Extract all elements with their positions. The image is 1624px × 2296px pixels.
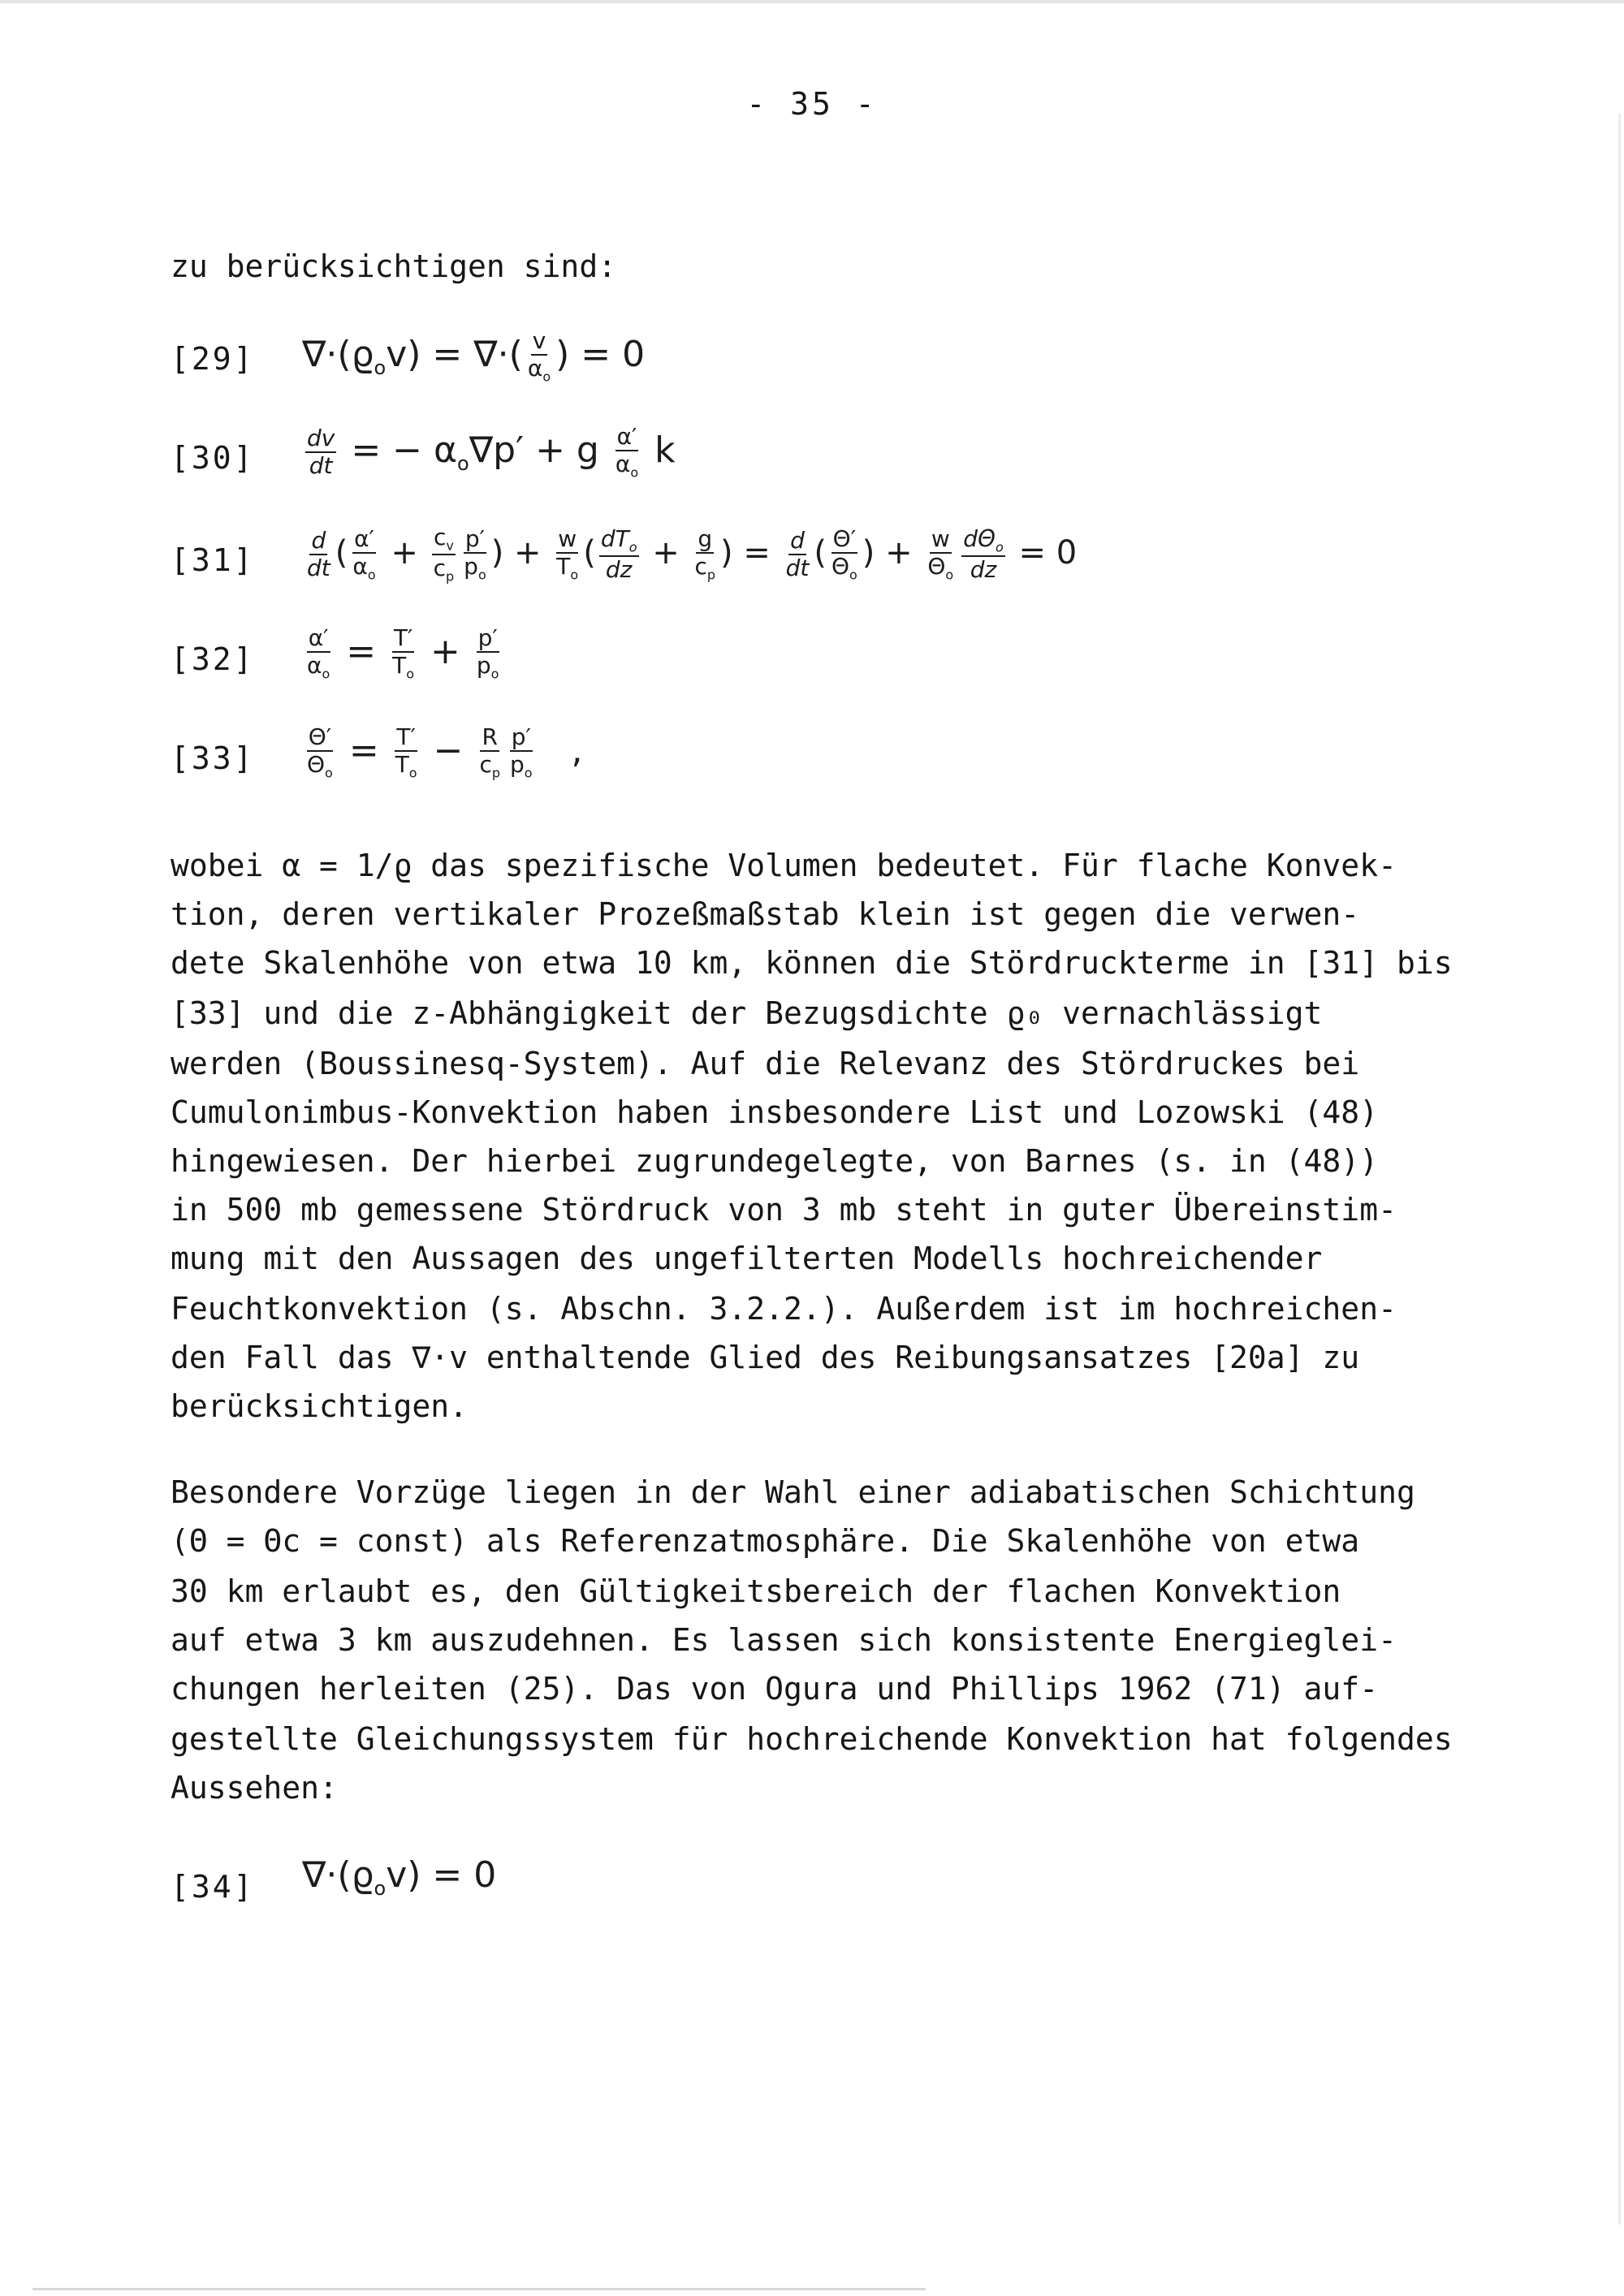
para1-line-11: den Fall das ∇·v enthaltende Glied des Reibungsansatzes [20a] zu — [171, 1340, 1360, 1375]
intro-line: zu berücksichtigen sind: — [171, 248, 617, 284]
equation-label-29: [29] — [171, 341, 255, 377]
page-number: - 35 - — [746, 86, 878, 122]
para1-line-6: Cumulonimbus-Konvektion haben insbesondere List und Lozowski (48) — [171, 1094, 1379, 1130]
equation-33: $\frac{\Theta'}{\Theta_o}$ = $\frac{T'}{T_o}$ − $\frac{R}{c_p}$ $\frac{p'}{p_o}$ , — [307, 723, 583, 781]
para2-line-7: Aussehen: — [171, 1770, 338, 1806]
para2-line-3: 30 km erlaubt es, den Gültigkeitsbereich der flachen Konvektion — [171, 1573, 1341, 1609]
equation-label-34: [34] — [171, 1869, 255, 1905]
scan-edge-top — [0, 0, 1624, 3]
para1-line-4: [33] und die z-Abhängigkeit der Bezugsdichte ϱ₀ vernachlässigt — [171, 995, 1323, 1031]
para1-line-9: mung mit den Aussagen des ungefilterten Modells hochreichender — [171, 1241, 1323, 1276]
scan-edge-right — [1618, 114, 1621, 2225]
para1-line-2: tion, deren vertikaler Prozeßmaßstab klein ist gegen die verwen- — [171, 896, 1360, 932]
para2-line-4: auf etwa 3 km auszudehnen. Es lassen sich konsistente Energieglei- — [171, 1622, 1397, 1658]
para1-line-10: Feuchtkonvektion (s. Abschn. 3.2.2.). Außerdem ist im hochreichen- — [171, 1291, 1397, 1327]
para1-line-5: werden (Boussinesq-System). Auf die Relevanz des Stördruckes bei — [171, 1046, 1360, 1081]
equation-30: $\frac{dv}{dt}$ = − $\alpha_o\nabla p' + g$ $\frac{\alpha'}{\alpha_o}$ k — [307, 423, 676, 481]
para1-line-1: wobei α = 1/ϱ das spezifische Volumen bedeutet. Für flache Konvek- — [171, 848, 1397, 883]
equation-label-31: [31] — [171, 542, 255, 578]
equation-29: $\nabla\cdot(ϱ_ov)$ = ∇·( $\frac{v}{\alpha_o}$ ) = 0 — [302, 327, 646, 385]
para1-line-12: berücksichtigen. — [171, 1388, 469, 1424]
equation-label-33: [33] — [171, 740, 255, 776]
para2-line-2: (Θ = Θc = const) als Referenzatmosphäre. Die Skalenhöhe von etwa — [171, 1523, 1360, 1559]
equation-34: $\nabla\cdot(ϱ_ov) = 0$ — [302, 1854, 497, 1900]
equation-label-30: [30] — [171, 440, 255, 476]
equation-label-32: [32] — [171, 641, 255, 677]
scan-edge-bottom — [32, 2288, 926, 2290]
para2-line-6: gestellte Gleichungssystem für hochreichende Konvektion hat folgendes — [171, 1721, 1453, 1757]
para1-line-7: hingewiesen. Der hierbei zugrundegelegte, von Barnes (s. in (48)) — [171, 1143, 1379, 1179]
equation-32: $\frac{\alpha'}{\alpha_o}$ = $\frac{T'}{T_o}$ + $\frac{p'}{p_o}$ — [307, 624, 499, 682]
para1-line-8: in 500 mb gemessene Stördruck von 3 mb steht in guter Übereinstim- — [171, 1192, 1397, 1228]
para2-line-5: chungen herleiten (25). Das von Ogura und Phillips 1962 (71) auf- — [171, 1671, 1379, 1707]
equation-31: $\frac{d}{dt}$ ( $\frac{\alpha'}{\alpha_o}$ + $\frac{c_v}{c_p}$ $\frac{p'}{p_o}$ ) + $\frac{w}{T_o}$ ( $\frac{dT_o}{dz}$ + $\frac{g}{c_p}$ ) = $\frac{d}{dt}$ ( $\frac{\Theta'}{\Theta_o}$ ) + $\frac{w}{\Theta_o}$ $\frac{d\Theta_o}{dz}$ = 0 — [307, 524, 1078, 585]
para2-line-1: Besondere Vorzüge liegen in der Wahl einer adiabatischen Schichtung — [171, 1474, 1415, 1510]
para1-line-3: dete Skalenhöhe von etwa 10 km, können die Stördruckterme in [31] bis — [171, 945, 1453, 981]
